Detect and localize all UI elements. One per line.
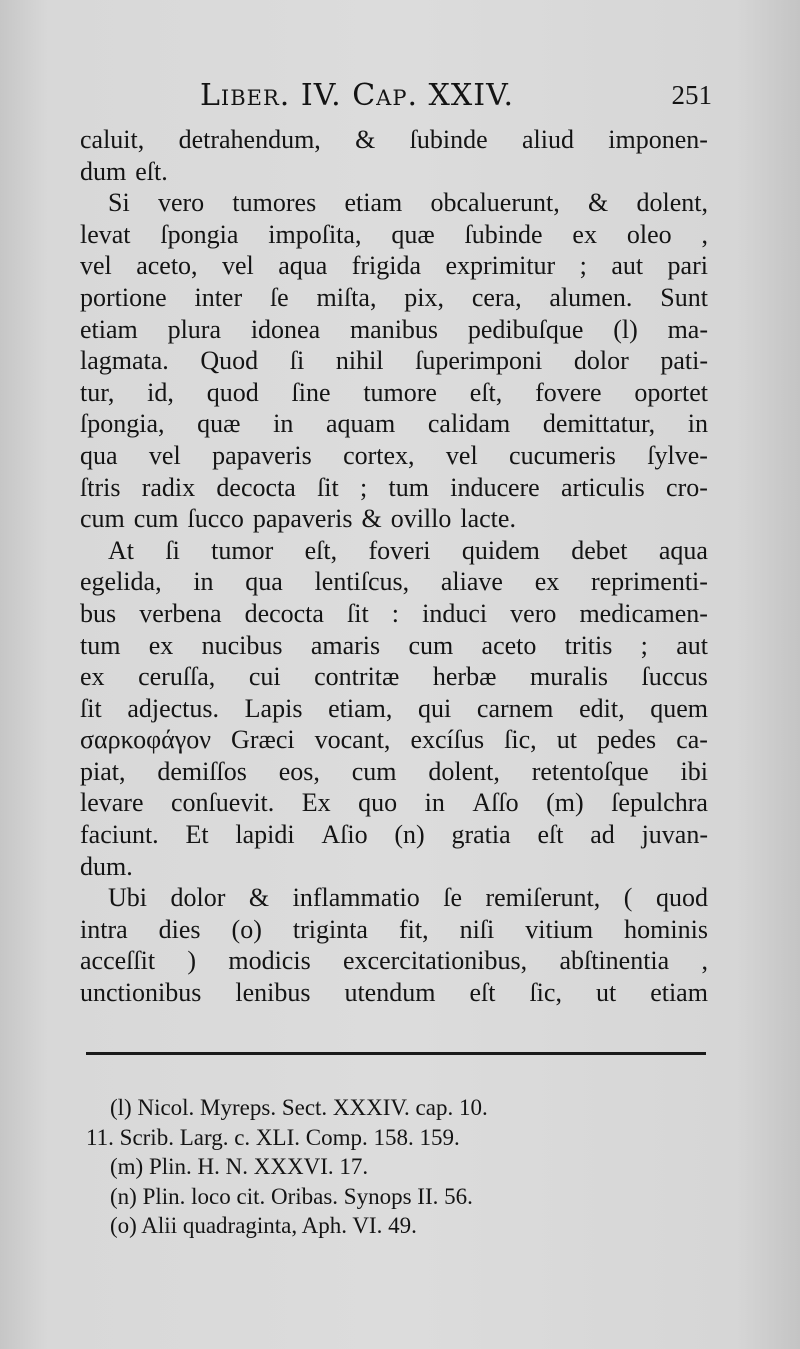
text-line: Ubi dolor & inflammatio ſe remiſerunt, ( quod: [108, 883, 708, 913]
body-text: [80, 124, 708, 1009]
text-line: ex ceruſſa, cui contritæ herbæ muralis ſuccus: [80, 662, 708, 692]
text-line: dum eſt.: [80, 156, 168, 186]
text-line: Si vero tumores etiam obcaluerunt, & dolent,: [108, 188, 708, 218]
text-line: bus verbena decocta ſit : induci vero medicamen-: [80, 598, 708, 628]
text-line: qua vel papaveris cortex, vel cucumeris ſylve-: [80, 440, 708, 470]
text-line: At ſi tumor eſt, foveri quidem debet aqua: [108, 535, 708, 565]
text-line: faciunt. Et lapidi Aſio (n) gratia eſt ad juvan-: [80, 820, 708, 850]
text-line: ſpongia, quæ in aquam calidam demittatur, in: [80, 409, 708, 439]
footnote-rule: [86, 1052, 706, 1055]
footnote: (l) Nicol. Myreps. Sect. XXXIV. cap. 10.: [110, 1095, 488, 1120]
text-line: lagmata. Quod ſi nihil ſuperimponi dolor pati-: [80, 346, 708, 376]
footnote: 11. Scrib. Larg. c. XLI. Comp. 158. 159.: [86, 1124, 460, 1150]
running-title: Liber. IV. Cap. XXIV.: [200, 78, 515, 113]
text-line: etiam plura idonea manibus pedibuſque (l) ma-: [80, 314, 708, 344]
text-line: cum cum ſucco papaveris & ovillo lacte.: [80, 504, 516, 534]
text-line: egelida, in qua lentiſcus, aliave ex reprimenti-: [80, 567, 708, 597]
footnotes: [86, 1093, 706, 1241]
running-head: [80, 78, 712, 118]
text-line: vel aceto, vel aqua frigida exprimitur ; aut pari: [80, 251, 708, 281]
text-line: caluit, detrahendum, & ſubinde aliud imponen-: [80, 125, 708, 154]
text-line: portione inter ſe miſta, pix, cera, alumen. Sunt: [80, 282, 708, 312]
footnote: (n) Plin. loco cit. Oribas. Synops II. 56.: [110, 1183, 473, 1209]
text-line: unctionibus lenibus utendum eſt ſic, ut etiam: [80, 978, 708, 1008]
text-line: dum.: [80, 851, 133, 881]
text-line: piat, demiſſos eos, cum dolent, retentoſque ibi: [80, 756, 708, 786]
text-line: tur, id, quod ſine tumore eſt, fovere oportet: [80, 377, 708, 407]
footnote: (o) Alii quadraginta, Aph. VI. 49.: [110, 1213, 417, 1238]
text-line: levat ſpongia impoſita, quæ ſubinde ex oleo ,: [80, 219, 708, 249]
text-line: ſit adjectus. Lapis etiam, qui carnem edit, quem: [80, 693, 708, 723]
text-line: acceſſit ) modicis excercitationibus, abſtinentia ,: [80, 946, 708, 976]
text-line: levare conſuevit. Ex quo in Aſſo (m) ſepulchra: [80, 788, 708, 818]
text-line: intra dies (o) triginta fit, niſi vitium hominis: [80, 914, 708, 944]
footnote: (m) Plin. H. N. XXXVI. 17.: [110, 1154, 369, 1179]
text-line: σαρκοφάγον Græci vocant, excíſus ſic, ut pedes ca-: [80, 725, 708, 755]
page-number: 251: [671, 80, 712, 110]
text-line: tum ex nucibus amaris cum aceto tritis ; aut: [80, 630, 708, 660]
text-line: ſtris radix decocta ſit ; tum inducere articulis cro-: [80, 472, 708, 502]
